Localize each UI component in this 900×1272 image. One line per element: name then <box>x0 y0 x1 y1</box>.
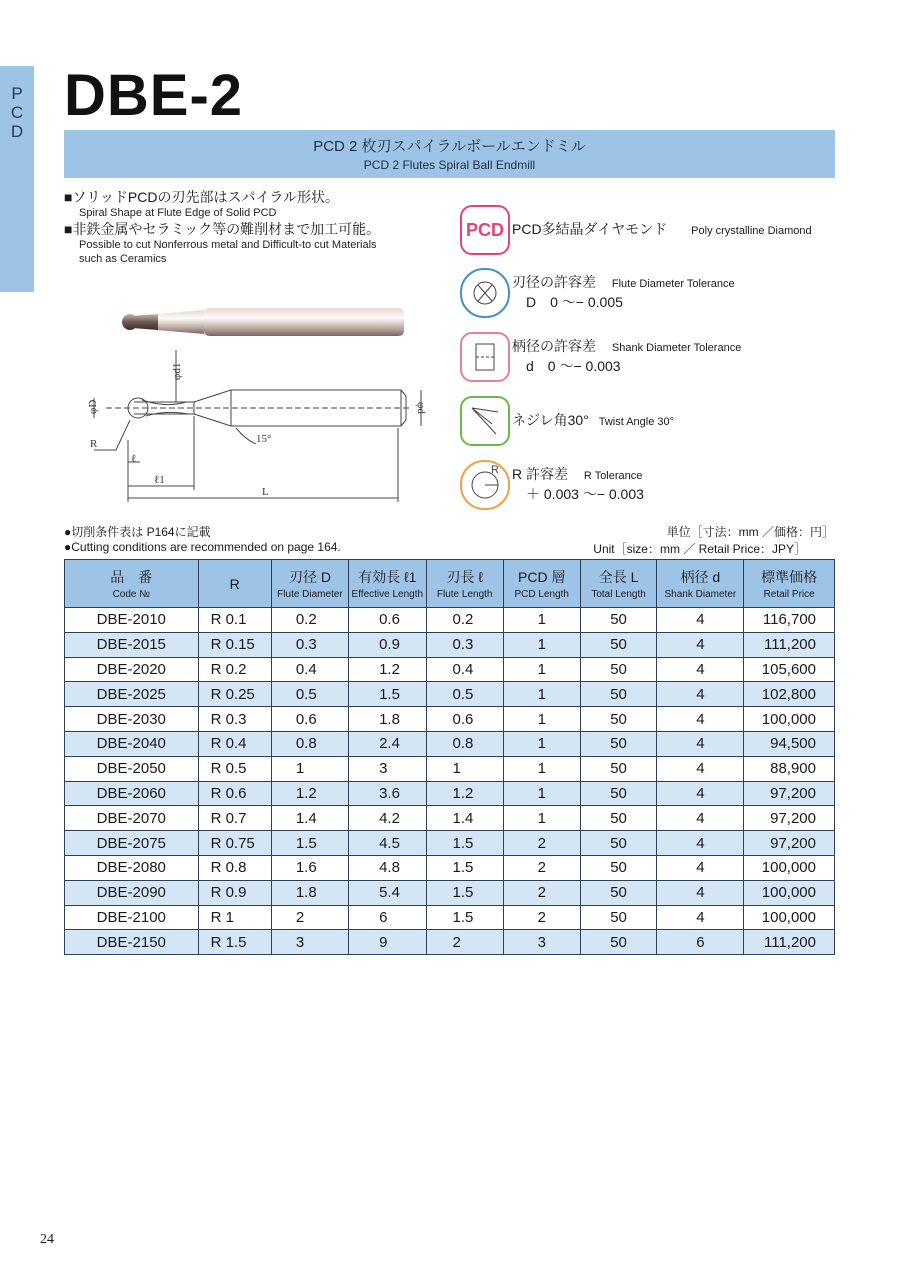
table-cell: 4 <box>657 608 744 633</box>
table-cell: 1 <box>503 707 580 732</box>
table-cell: 111,200 <box>744 930 835 955</box>
table-cell: 2 <box>426 930 503 955</box>
spec-title-en: Twist Angle 30° <box>598 416 675 428</box>
table-cell: R 0.4 <box>198 731 271 756</box>
table-cell: R 1.5 <box>198 930 271 955</box>
table-cell: 0.9 <box>349 632 426 657</box>
table-cell: 4.5 <box>349 831 426 856</box>
header-effective-length: 有効長 ℓ1 Effective Length <box>349 560 426 608</box>
table-cell: R 0.75 <box>198 831 271 856</box>
table-cell: 1.5 <box>426 880 503 905</box>
table-cell: 1.5 <box>426 855 503 880</box>
table-cell: 100,000 <box>744 880 835 905</box>
drawing-label-L: L <box>262 486 269 498</box>
table-header-row <box>65 560 835 608</box>
table-cell: R 0.9 <box>198 880 271 905</box>
table-cell: 4 <box>657 657 744 682</box>
table-cell: R 0.7 <box>198 806 271 831</box>
table-cell: 94,500 <box>744 731 835 756</box>
page-title: DBE-2 <box>64 63 244 128</box>
table-cell: 50 <box>580 657 657 682</box>
spec-value: D 0 〜− 0.005 <box>526 294 623 310</box>
table-cell: 1.4 <box>426 806 503 831</box>
table-cell: 50 <box>580 855 657 880</box>
drawing-label-D: φD <box>87 399 99 414</box>
header-r: R <box>198 560 271 608</box>
table-cell: 1.8 <box>349 707 426 732</box>
table-cell: 1 <box>426 756 503 781</box>
table-row <box>65 855 835 880</box>
spec-title-en: Shank Diameter Tolerance <box>611 342 742 354</box>
table-cell: 50 <box>580 781 657 806</box>
drawing-label-R: R <box>90 438 98 450</box>
drawing-label-d: φd <box>415 402 427 414</box>
table-cell: 88,900 <box>744 756 835 781</box>
table-cell: 50 <box>580 632 657 657</box>
spec-title-jp: PCD多結晶ダイヤモンド <box>512 221 668 237</box>
spec-table <box>64 559 835 955</box>
table-cell: DBE-2150 <box>65 930 199 955</box>
table-cell: 100,000 <box>744 855 835 880</box>
table-cell: 3 <box>503 930 580 955</box>
table-row <box>65 930 835 955</box>
product-banner <box>64 130 835 178</box>
header-flute-length: 刃長 ℓ Flute Length <box>426 560 503 608</box>
table-cell: 1 <box>503 682 580 707</box>
table-cell: R 0.15 <box>198 632 271 657</box>
drawing-label-d1: φd1 <box>171 362 183 380</box>
table-cell: 2 <box>503 831 580 856</box>
table-cell: DBE-2050 <box>65 756 199 781</box>
table-cell: R 0.8 <box>198 855 271 880</box>
table-cell: DBE-2040 <box>65 731 199 756</box>
spec-item-r-tolerance <box>460 460 840 512</box>
table-cell: 4 <box>657 806 744 831</box>
table-cell: DBE-2025 <box>65 682 199 707</box>
table-cell: 2 <box>503 905 580 930</box>
table-cell: DBE-2030 <box>65 707 199 732</box>
table-cell: 4.8 <box>349 855 426 880</box>
shank-diameter-icon <box>460 332 510 382</box>
table-cell: 0.6 <box>426 707 503 732</box>
table-cell: 50 <box>580 831 657 856</box>
table-cell: DBE-2015 <box>65 632 199 657</box>
header-retail-price: 標準価格 Retail Price <box>744 560 835 608</box>
table-cell: 97,200 <box>744 806 835 831</box>
table-cell: 0.6 <box>271 707 348 732</box>
spec-title-jp: 刃径の許容差 <box>512 274 596 290</box>
side-tab-letter: C <box>10 103 24 122</box>
table-cell: DBE-2020 <box>65 657 199 682</box>
table-cell: 1.5 <box>349 682 426 707</box>
table-cell: 1.2 <box>271 781 348 806</box>
table-cell: DBE-2075 <box>65 831 199 856</box>
table-cell: 5.4 <box>349 880 426 905</box>
table-cell: 0.8 <box>271 731 348 756</box>
spec-title-jp: R 許容差 <box>512 466 568 482</box>
table-cell: 0.4 <box>426 657 503 682</box>
table-row <box>65 781 835 806</box>
header-pcd-length: PCD 層 PCD Length <box>503 560 580 608</box>
table-cell: 1.6 <box>271 855 348 880</box>
spec-title-en: Flute Diameter Tolerance <box>611 278 735 290</box>
table-cell: 1.4 <box>271 806 348 831</box>
table-cell: 50 <box>580 682 657 707</box>
table-cell: R 0.2 <box>198 657 271 682</box>
table-cell: 2 <box>503 880 580 905</box>
table-cell: 4 <box>657 781 744 806</box>
table-cell: 97,200 <box>744 831 835 856</box>
table-cell: R 0.5 <box>198 756 271 781</box>
technical-drawing <box>94 350 421 502</box>
table-cell: 50 <box>580 731 657 756</box>
table-row <box>65 707 835 732</box>
table-cell: 50 <box>580 608 657 633</box>
table-cell: 111,200 <box>744 632 835 657</box>
table-cell: 1 <box>503 781 580 806</box>
drawing-label-angle: 15° <box>256 433 272 445</box>
tool-photo <box>122 308 404 336</box>
table-cell: 0.6 <box>349 608 426 633</box>
table-cell: 2.4 <box>349 731 426 756</box>
table-row <box>65 756 835 781</box>
spec-title-jp: 柄径の許容差 <box>512 338 596 354</box>
table-cell: 1 <box>503 731 580 756</box>
feature-list <box>64 188 454 266</box>
table-cell: 0.2 <box>426 608 503 633</box>
table-cell: 97,200 <box>744 781 835 806</box>
table-cell: 4 <box>657 707 744 732</box>
header-code: 品 番 Code № <box>65 560 199 608</box>
table-cell: 116,700 <box>744 608 835 633</box>
table-cell: 0.3 <box>271 632 348 657</box>
table-cell: 100,000 <box>744 905 835 930</box>
spec-item-twist-angle <box>460 396 840 448</box>
r-tolerance-icon: R <box>460 460 510 510</box>
table-cell: 3 <box>349 756 426 781</box>
table-cell: 4 <box>657 831 744 856</box>
spec-value: ＋ 0.003 〜− 0.003 <box>526 486 644 502</box>
banner-title-jp: PCD 2 枚刃スパイラルボールエンドミル <box>313 138 586 155</box>
table-cell: DBE-2080 <box>65 855 199 880</box>
table-row <box>65 682 835 707</box>
table-cell: 1 <box>271 756 348 781</box>
table-cell: 6 <box>657 930 744 955</box>
table-cell: 1 <box>503 657 580 682</box>
table-row <box>65 632 835 657</box>
table-cell: 0.3 <box>426 632 503 657</box>
twist-angle-icon <box>460 396 510 446</box>
table-cell: 0.5 <box>271 682 348 707</box>
spec-item-flute-diameter <box>460 268 840 320</box>
spec-item-shank-diameter <box>460 332 840 384</box>
side-tab-letter: D <box>10 122 24 141</box>
table-cell: 50 <box>580 756 657 781</box>
table-cell: 0.5 <box>426 682 503 707</box>
table-cell: 50 <box>580 707 657 732</box>
table-cell: DBE-2090 <box>65 880 199 905</box>
table-cell: R 0.6 <box>198 781 271 806</box>
table-cell: 1 <box>503 756 580 781</box>
pcd-icon: PCD <box>460 205 510 255</box>
table-cell: 0.2 <box>271 608 348 633</box>
drawing-label-l1: ℓ1 <box>154 474 165 486</box>
unit-note-en: Unit［size：mm ／ Retail Price：JPY］ <box>593 542 806 556</box>
header-total-length: 全長 L Total Length <box>580 560 657 608</box>
table-cell: R 1 <box>198 905 271 930</box>
table-cell: 4.2 <box>349 806 426 831</box>
table-cell: DBE-2010 <box>65 608 199 633</box>
table-cell: 0.4 <box>271 657 348 682</box>
cutting-note-en: ●Cutting conditions are recommended on page 164. <box>64 540 341 554</box>
tool-drawing <box>76 290 427 515</box>
table-cell: R 0.3 <box>198 707 271 732</box>
feature-en: Spiral Shape at Flute Edge of Solid PCD <box>79 207 277 219</box>
table-cell: 1.2 <box>426 781 503 806</box>
table-row <box>65 831 835 856</box>
table-cell: DBE-2070 <box>65 806 199 831</box>
side-tab-letter: P <box>11 84 23 103</box>
table-cell: 1 <box>503 806 580 831</box>
table-cell: 50 <box>580 905 657 930</box>
table-cell: 4 <box>657 756 744 781</box>
feature-en: Possible to cut Nonferrous metal and Difficult-to cut Materials such as Ceramics <box>79 239 377 265</box>
table-cell: 4 <box>657 855 744 880</box>
table-cell: 2 <box>271 905 348 930</box>
flute-diameter-icon <box>460 268 510 318</box>
spec-title-en: Poly crystalline Diamond <box>691 225 812 237</box>
table-cell: 1.2 <box>349 657 426 682</box>
spec-value: d 0 〜− 0.003 <box>526 358 621 374</box>
table-cell: 1 <box>503 632 580 657</box>
drawing-label-l: ℓ <box>131 453 137 465</box>
table-cell: 100,000 <box>744 707 835 732</box>
table-cell: 9 <box>349 930 426 955</box>
table-cell: 1 <box>503 608 580 633</box>
table-cell: 105,600 <box>744 657 835 682</box>
banner-title-en: PCD 2 Flutes Spiral Ball Endmill <box>363 158 536 172</box>
table-cell: 1.5 <box>426 905 503 930</box>
spec-item-pcd <box>460 205 840 257</box>
table-row <box>65 608 835 633</box>
cutting-note-jp: ●切削条件表は P164に記載 <box>64 525 211 539</box>
table-cell: 102,800 <box>744 682 835 707</box>
header-flute-diameter: 刃径 D Flute Diameter <box>271 560 348 608</box>
table-cell: R 0.25 <box>198 682 271 707</box>
feature-jp: ■非鉄金属やセラミック等の難削材まで加工可能。 <box>64 221 381 237</box>
table-cell: 6 <box>349 905 426 930</box>
header-shank-diameter: 柄径 d Shank Diameter <box>657 560 744 608</box>
table-cell: DBE-2060 <box>65 781 199 806</box>
table-cell: 4 <box>657 682 744 707</box>
table-cell: DBE-2100 <box>65 905 199 930</box>
table-cell: 1.5 <box>271 831 348 856</box>
table-cell: 3 <box>271 930 348 955</box>
table-cell: R 0.1 <box>198 608 271 633</box>
table-cell: 1.5 <box>426 831 503 856</box>
unit-note-jp: 単位［寸法：mm ／価格：円］ <box>666 525 834 539</box>
table-row <box>65 880 835 905</box>
table-cell: 4 <box>657 880 744 905</box>
table-cell: 0.8 <box>426 731 503 756</box>
table-row <box>65 806 835 831</box>
table-row <box>65 905 835 930</box>
table-cell: 4 <box>657 905 744 930</box>
table-cell: 3.6 <box>349 781 426 806</box>
spec-title-jp: ネジレ角30° <box>512 412 589 428</box>
table-cell: 1.8 <box>271 880 348 905</box>
table-row <box>65 657 835 682</box>
table-row <box>65 731 835 756</box>
table-cell: 50 <box>580 880 657 905</box>
spec-title-en: R Tolerance <box>583 470 643 482</box>
table-cell: 2 <box>503 855 580 880</box>
page-number: 24 <box>40 1232 54 1247</box>
table-cell: 4 <box>657 632 744 657</box>
table-cell: 4 <box>657 731 744 756</box>
table-cell: 50 <box>580 930 657 955</box>
table-cell: 50 <box>580 806 657 831</box>
category-side-tab <box>0 66 34 292</box>
feature-jp: ■ソリッドPCDの刃先部はスパイラル形状。 <box>64 189 340 205</box>
